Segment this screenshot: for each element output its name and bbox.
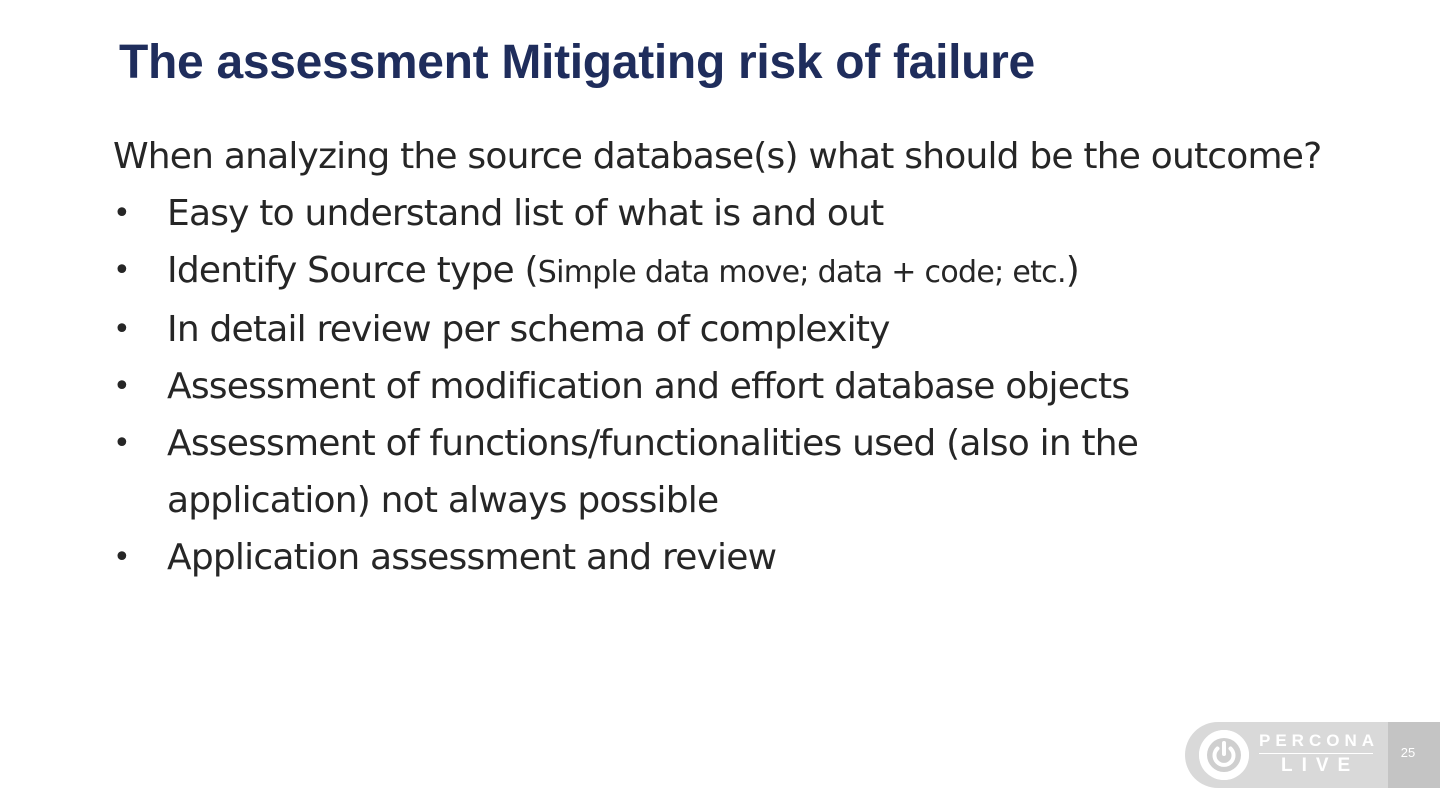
- percona-live-logo: [1185, 722, 1395, 788]
- bullet-item: [113, 242, 1323, 301]
- logo-word-live: LIVE: [1281, 755, 1360, 776]
- bullet-text-suffix: ): [1065, 250, 1080, 291]
- logo-word-percona: PERCONA: [1259, 731, 1380, 750]
- power-icon: [1199, 730, 1249, 780]
- bullet-item: [113, 415, 1323, 529]
- intro-text: When analyzing the source database(s) what should be the outcome?: [113, 136, 1322, 177]
- bullet-item: [113, 529, 1323, 586]
- bullet-text: In detail review per schema of complexity: [167, 309, 890, 350]
- bullet-text: Identify Source type (: [167, 250, 538, 291]
- bullet-text: Application assessment and review: [167, 537, 777, 578]
- page-number-box: [1388, 722, 1440, 788]
- slide-title: The assessment Mitigating risk of failure: [119, 36, 1035, 89]
- bullet-small-text: Simple data move; data + code; etc.: [537, 255, 1066, 290]
- bullet-list: [113, 185, 1323, 586]
- bullet-text: Easy to understand list of what is and out: [167, 193, 884, 234]
- bullet-item: [113, 358, 1323, 415]
- bullet-text: Assessment of modification and effort database objects: [167, 366, 1130, 407]
- page-number: 25: [1400, 745, 1416, 760]
- bullet-text: Assessment of functions/functionalities used (also in the application) not always possible: [167, 423, 1139, 521]
- bullet-item: [113, 301, 1323, 358]
- logo-divider: [1259, 753, 1373, 754]
- slide-body: [113, 128, 1323, 586]
- bullet-item: [113, 185, 1323, 242]
